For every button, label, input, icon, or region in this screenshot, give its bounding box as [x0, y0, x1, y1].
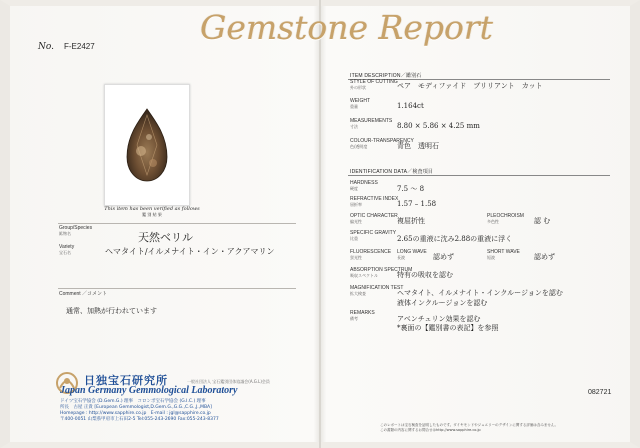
- lab-affiliations: ドイツ宝石学協会 (D.Gem.G.) 理事 コロンボ宝石学協会 (G.I.C.) 理事: [60, 399, 206, 404]
- number-label: No.: [38, 42, 54, 52]
- absorption-label: ABSORPTION SPECTRUM: [350, 267, 413, 273]
- group-label: Group/Species: [59, 225, 93, 231]
- magnification-value-1: ヘマタイト、イルメナイト・インクルージョンを認む: [397, 289, 563, 297]
- report-number: F-E2427: [64, 42, 95, 51]
- group-label-jp: 鉱物名: [59, 231, 71, 236]
- lab-name-jp: 日独宝石研究所: [84, 374, 168, 387]
- lab-web: Homepage : http://www.sapphire.co.jp E-mail : jgl@sapphire.co.jp: [60, 411, 211, 416]
- colour-label: COLOUR-TRANSPARENCY: [350, 138, 414, 144]
- report-title: Gemstone Report: [200, 8, 493, 47]
- comment-label: Comment ／コメント: [59, 291, 108, 297]
- variety-value: ヘマタイト/イルメナイト・イン・アクアマリン: [105, 247, 275, 256]
- fluorescence-label-jp: 蛍光性: [350, 255, 362, 260]
- measurements-value: 8.80 × 5.86 × 4.25 mm: [397, 122, 480, 130]
- certification-note: This item has been verified as follows: [104, 206, 200, 212]
- optic-value: 複屈折性: [397, 217, 425, 225]
- short-wave-value: 認めず: [534, 253, 555, 261]
- footnote: [380, 423, 620, 433]
- optic-label: OPTIC CHARACTER: [350, 213, 398, 219]
- hardness-label-jp: 硬度: [350, 186, 358, 191]
- lab-name-en: Japan Germany Gemmological Laboratory: [60, 385, 238, 396]
- gemstone-image: [105, 85, 189, 205]
- short-wave-label: SHORT WAVE: [487, 249, 520, 255]
- certification-note-jp: 鑑 別 結 果: [142, 212, 162, 217]
- divider: [58, 223, 296, 224]
- short-wave-label-jp: 短波: [487, 255, 495, 260]
- variety-label: Variety: [59, 244, 75, 250]
- group-value: 天然ベリル: [138, 231, 193, 244]
- association-seal-text: 一般社団法人 宝石鑑別団体協議会(A.G.L)会員: [187, 379, 270, 384]
- absorption-value: 特有の吸収を認む: [397, 271, 453, 279]
- long-wave-value: 認めず: [433, 253, 454, 261]
- absorption-label-jp: 吸収スペクトル: [350, 273, 378, 278]
- long-wave-label-jp: 長波: [397, 255, 405, 260]
- optic-label-jp: 偏光性: [350, 219, 362, 224]
- magnification-label-jp: 拡大検査: [350, 291, 366, 296]
- fluorescence-label: FLUORESCENCE: [350, 249, 392, 255]
- serial-number: 082721: [588, 389, 612, 396]
- remarks-value-2: *裏面の【鑑別書の表記】を参照: [397, 324, 499, 332]
- item-description-heading: ITEM DESCRIPTION／鑑別石: [350, 73, 422, 79]
- pleochroism-label: PLEOCHROISM: [487, 213, 524, 219]
- measurements-label: MEASUREMENTS: [350, 118, 393, 124]
- pleochroism-label-jp: 多色性: [487, 219, 499, 224]
- sg-label-jp: 比重: [350, 236, 358, 241]
- colour-value: 青色 透明石: [397, 142, 439, 150]
- ri-label-jp: 屈折率: [350, 202, 362, 207]
- comment-value: 通常、加熱が行われています: [66, 307, 157, 315]
- magnification-label: MAGNIFICATION TEST: [350, 285, 404, 291]
- hardness-label: HARDNESS: [350, 180, 378, 186]
- cutting-value: ペア モディファイド ブリリアント カット: [397, 82, 543, 90]
- measurements-label-jp: 寸法: [350, 124, 358, 129]
- ri-label: REFRACTIVE INDEX: [350, 196, 399, 202]
- remarks-label-jp: 備考: [350, 316, 358, 321]
- center-fold: [319, 0, 321, 448]
- cutting-label: STYLE OF CUTTING: [350, 79, 398, 85]
- cutting-label-jp: 外の形状: [350, 85, 366, 90]
- hardness-value: 7.5 ～ 8: [397, 185, 425, 193]
- identification-heading: IDENTIFICATION DATA／検査項目: [350, 169, 434, 175]
- ri-value: 1.57 – 1.58: [397, 200, 437, 208]
- sg-value: 2.65の重液に沈み2.88の重液に浮く: [397, 235, 513, 243]
- footnote-line-1: このレポートは宝石検査を証明したものです。ダイヤモンドやジュエリーのデザインに関する評価は含みません。: [380, 423, 559, 427]
- remarks-label: REMARKS: [350, 310, 375, 316]
- lab-director: 所長 古屋 正貴 [European Gemmologist,D.Gem.G.,G.G.,C.G.,J.,MBA]: [60, 405, 212, 410]
- divider: [348, 175, 610, 176]
- weight-label-jp: 重量: [350, 104, 358, 109]
- divider: [58, 288, 296, 289]
- long-wave-label: LONG WAVE: [397, 249, 427, 255]
- colour-label-jp: 色/透明度: [350, 144, 368, 149]
- lab-address: 〒400-0051 山梨県甲府市上石田2-5 Tel:055-243-2690 Fax:055-243-8377: [60, 417, 219, 422]
- sg-label: SPECIFIC GRAVITY: [350, 230, 397, 236]
- weight-label: WEIGHT: [350, 98, 370, 104]
- magnification-value-2: 液体インクルージョンを認む: [397, 299, 488, 307]
- footnote-line-2: この書類の内容に関するお問合せはhttp://www.sapphire.co.jp: [380, 428, 481, 432]
- remarks-value-1: アベンチュリン効果を認む: [397, 315, 481, 323]
- pleochroism-value: 認 む: [534, 217, 551, 225]
- gem-photo: [104, 84, 190, 206]
- weight-value: 1.164ct: [397, 102, 424, 110]
- variety-label-jp: 宝石名: [59, 250, 71, 255]
